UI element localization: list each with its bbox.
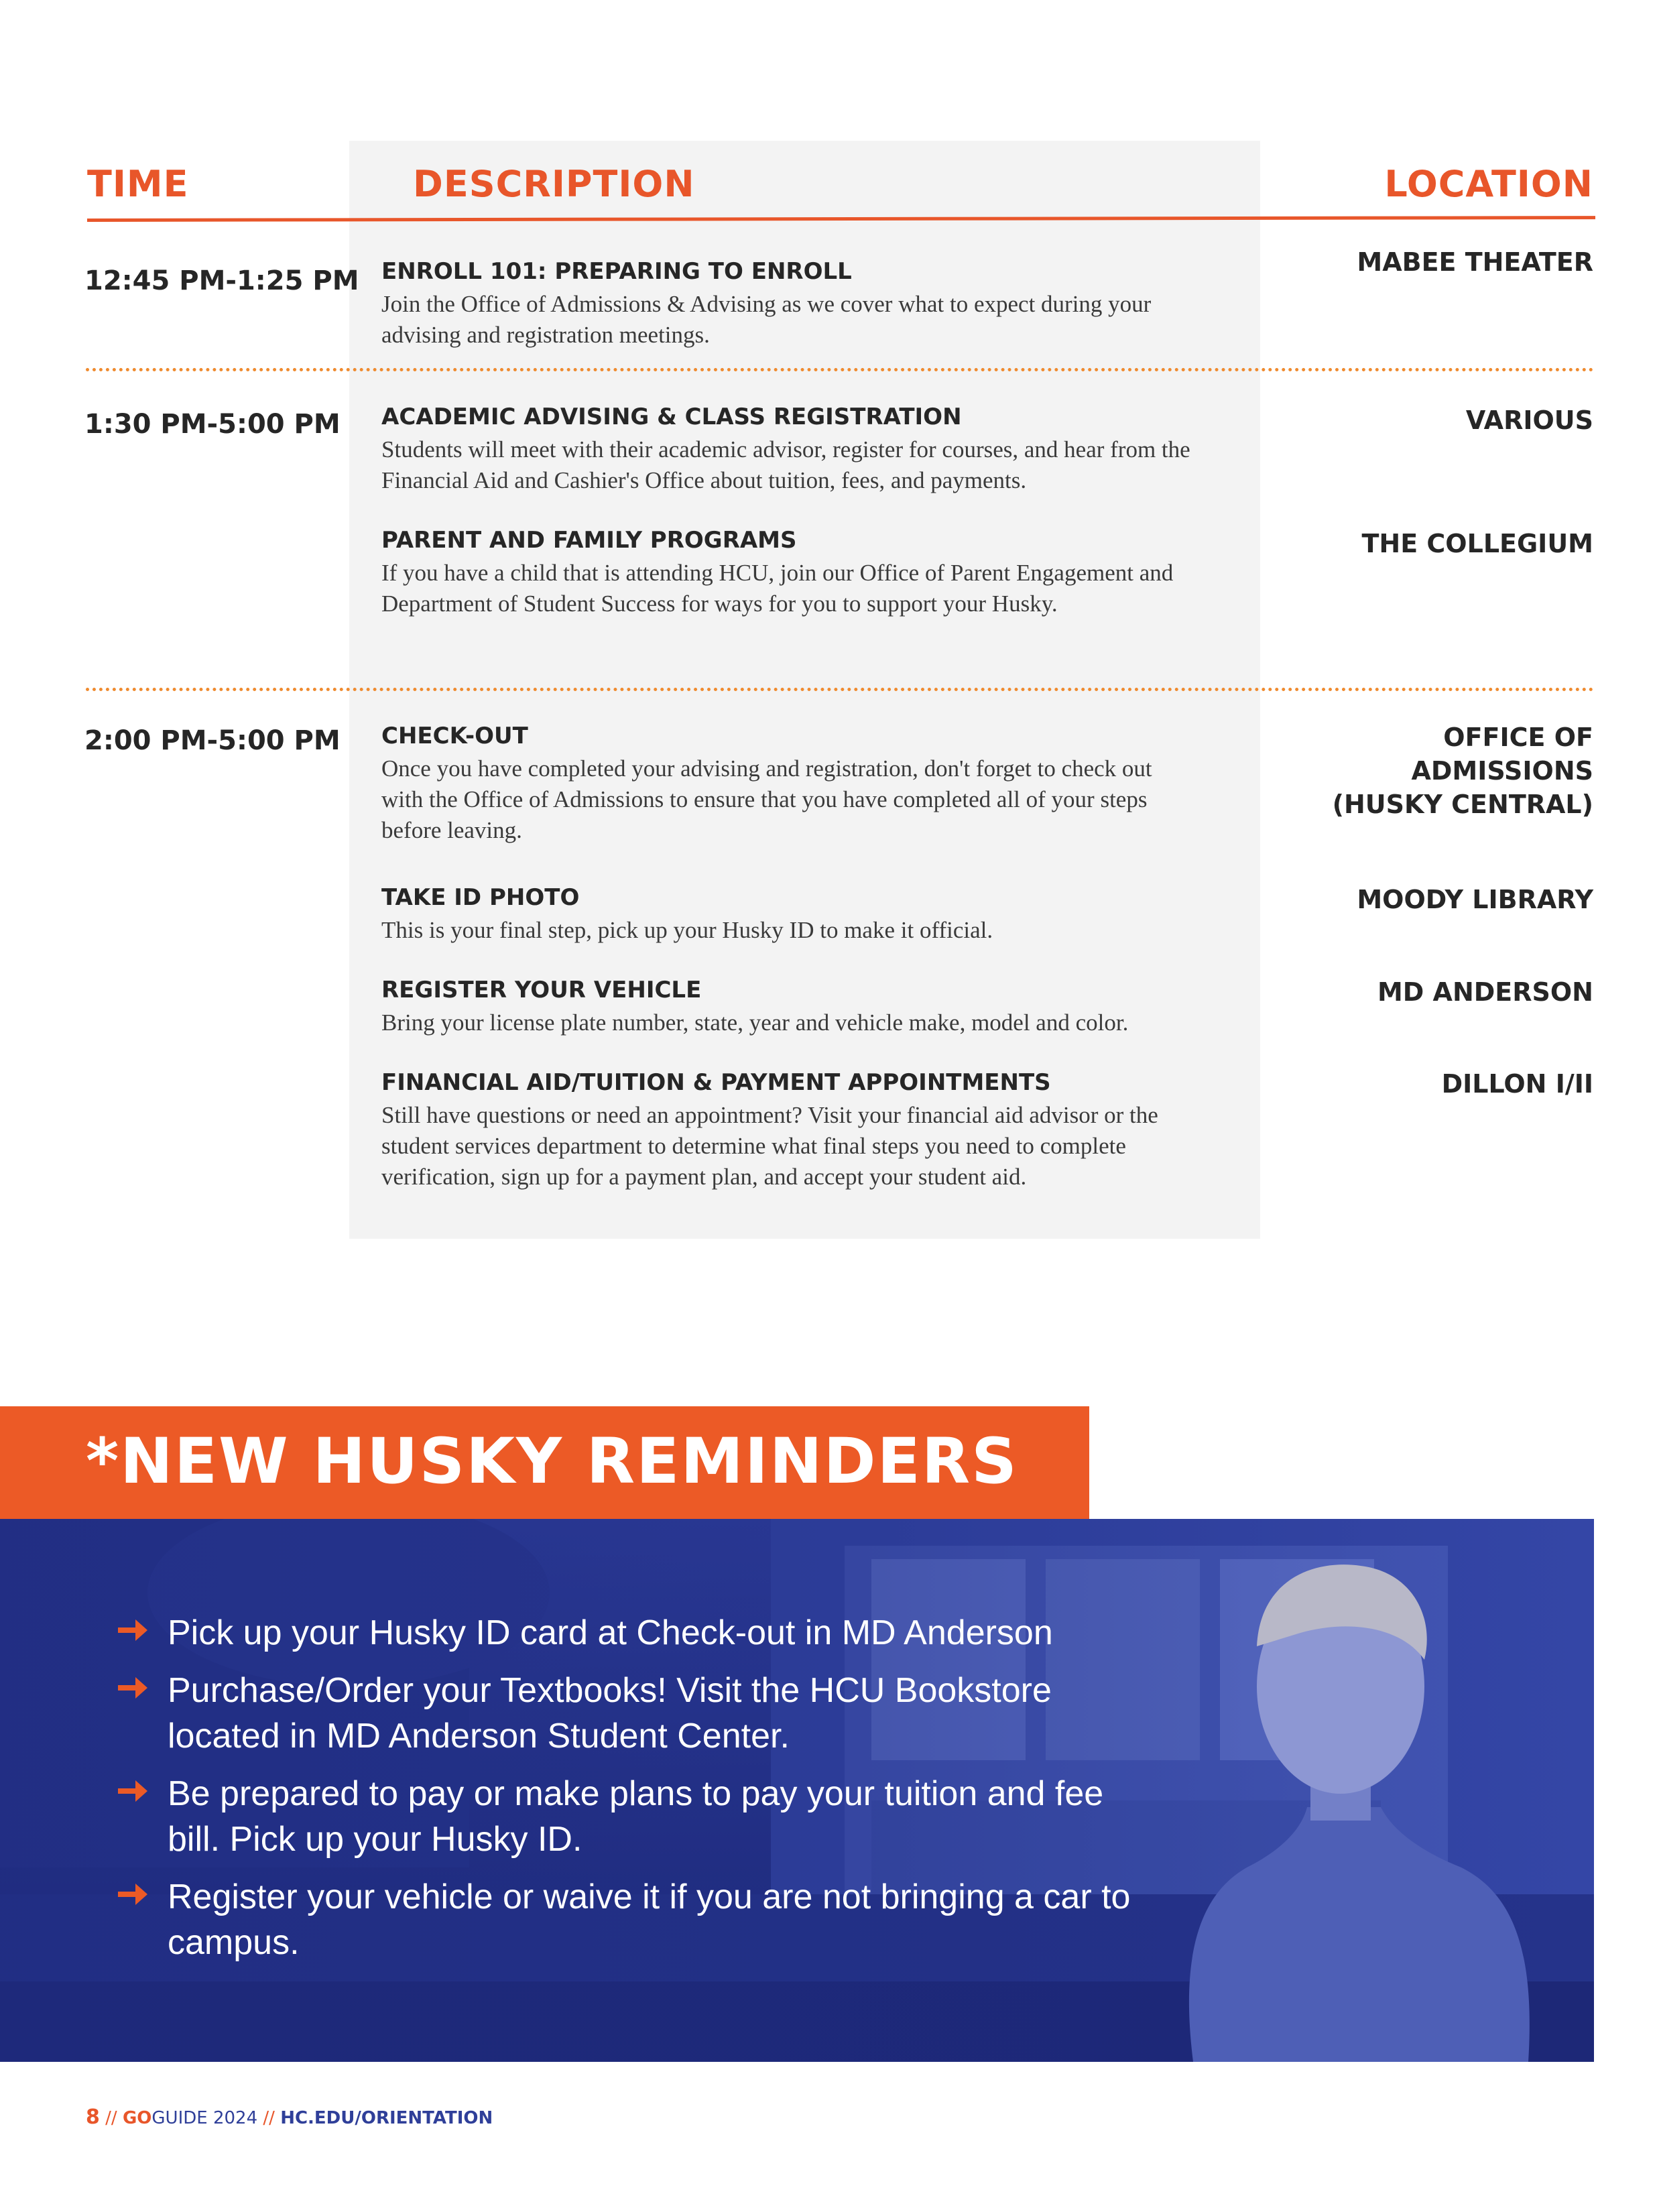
- row-divider: [86, 368, 1594, 371]
- event-location: OFFICE OF ADMISSIONS (HUSKY CENTRAL): [1332, 723, 1593, 819]
- reminder-item: [115, 1668, 1160, 1759]
- row-1-time: 12:45 PM-1:25 PM: [84, 265, 359, 296]
- arrow-right-icon: [115, 1774, 150, 1808]
- arrow-right-icon: [115, 1613, 150, 1648]
- header-time: TIME: [87, 163, 189, 205]
- footer-go: GO: [122, 2108, 152, 2128]
- arrow-right-icon: [115, 1670, 150, 1705]
- event-title: PARENT AND FAMILY PROGRAMS: [381, 527, 797, 554]
- footer-url[interactable]: HC.EDU/ORIENTATION: [280, 2108, 493, 2128]
- event-description: If you have a child that is attending HCU, join our Office of Parent Engagement and Department of Student Success for ways for you to support your Husky.: [381, 560, 1174, 617]
- event-description: Students will meet with their academic advisor, register for courses, and hear from the Financial Aid and Cashier's Office about tuition, fees, and payments.: [381, 436, 1190, 494]
- row-2-time: 1:30 PM-5:00 PM: [84, 409, 341, 440]
- reminder-text: Purchase/Order your Textbooks! Visit the HCU Bookstore located in MD Anderson Student Center.: [168, 1671, 1052, 1756]
- reminders-list: [115, 1610, 1255, 1977]
- footer-guide: GUIDE 2024: [151, 2108, 258, 2128]
- event-title: ENROLL 101: PREPARING TO ENROLL: [381, 258, 852, 285]
- event-location: MOODY LIBRARY: [1357, 885, 1593, 914]
- event-description: This is your final step, pick up your Husky ID to make it official.: [381, 917, 993, 944]
- reminder-text: Be prepared to pay or make plans to pay your tuition and fee bill. Pick up your Husky ID.: [168, 1774, 1104, 1859]
- event-financial-aid-appointments: [381, 1070, 1206, 1192]
- reminder-item: [115, 1610, 1255, 1656]
- event-description: Bring your license plate number, state, year and vehicle make, model and color.: [381, 1009, 1129, 1036]
- event-location: VARIOUS: [1465, 406, 1593, 435]
- event-take-id-photo: [381, 885, 1206, 946]
- event-title: TAKE ID PHOTO: [381, 884, 580, 911]
- event-description: Still have questions or need an appointment? Visit your financial aid advisor or the student services department to determine what final steps you need to complete verification, sign up for a payment plan, and accept your student aid.: [381, 1102, 1158, 1190]
- event-enroll-101: [381, 259, 1206, 351]
- row-3-time: 2:00 PM-5:00 PM: [84, 725, 341, 756]
- footer-separator: //: [263, 2108, 275, 2128]
- header-location: LOCATION: [1384, 163, 1593, 205]
- event-location: MD ANDERSON: [1377, 977, 1593, 1007]
- event-register-vehicle: [381, 977, 1206, 1038]
- event-location: MABEE THEATER: [1357, 247, 1593, 277]
- event-location: DILLON I/II: [1441, 1069, 1593, 1099]
- footer-separator: //: [105, 2108, 117, 2128]
- reminder-item: [115, 1771, 1119, 1862]
- event-title: FINANCIAL AID/TUITION & PAYMENT APPOINTMENTS: [381, 1069, 1051, 1096]
- event-description: Once you have completed your advising and registration, don't forget to check out with the Office of Admissions to ensure that you have completed all of your steps before leaving.: [381, 755, 1152, 844]
- row-divider: [86, 688, 1594, 691]
- event-title: REGISTER YOUR VEHICLE: [381, 977, 702, 1003]
- event-description: Join the Office of Admissions & Advising as we cover what to expect during your advising and registration meetings.: [381, 291, 1152, 349]
- event-parent-family-programs: [381, 528, 1206, 619]
- event-check-out: [381, 723, 1206, 846]
- reminder-item: [115, 1874, 1255, 1965]
- event-title: ACADEMIC ADVISING & CLASS REGISTRATION: [381, 404, 962, 430]
- page-number: 8: [86, 2105, 100, 2129]
- event-location: THE COLLEGIUM: [1361, 529, 1593, 558]
- event-title: CHECK-OUT: [381, 723, 528, 749]
- arrow-right-icon: [115, 1877, 150, 1912]
- event-academic-advising: [381, 404, 1206, 496]
- page-footer: [86, 2107, 493, 2128]
- reminder-text: Pick up your Husky ID card at Check-out in MD Anderson: [168, 1613, 1053, 1652]
- header-description: DESCRIPTION: [413, 163, 695, 205]
- reminder-text: Register your vehicle or waive it if you are not bringing a car to campus.: [168, 1878, 1131, 1962]
- reminders-title: *NEW HUSKY REMINDERS: [86, 1425, 1018, 1498]
